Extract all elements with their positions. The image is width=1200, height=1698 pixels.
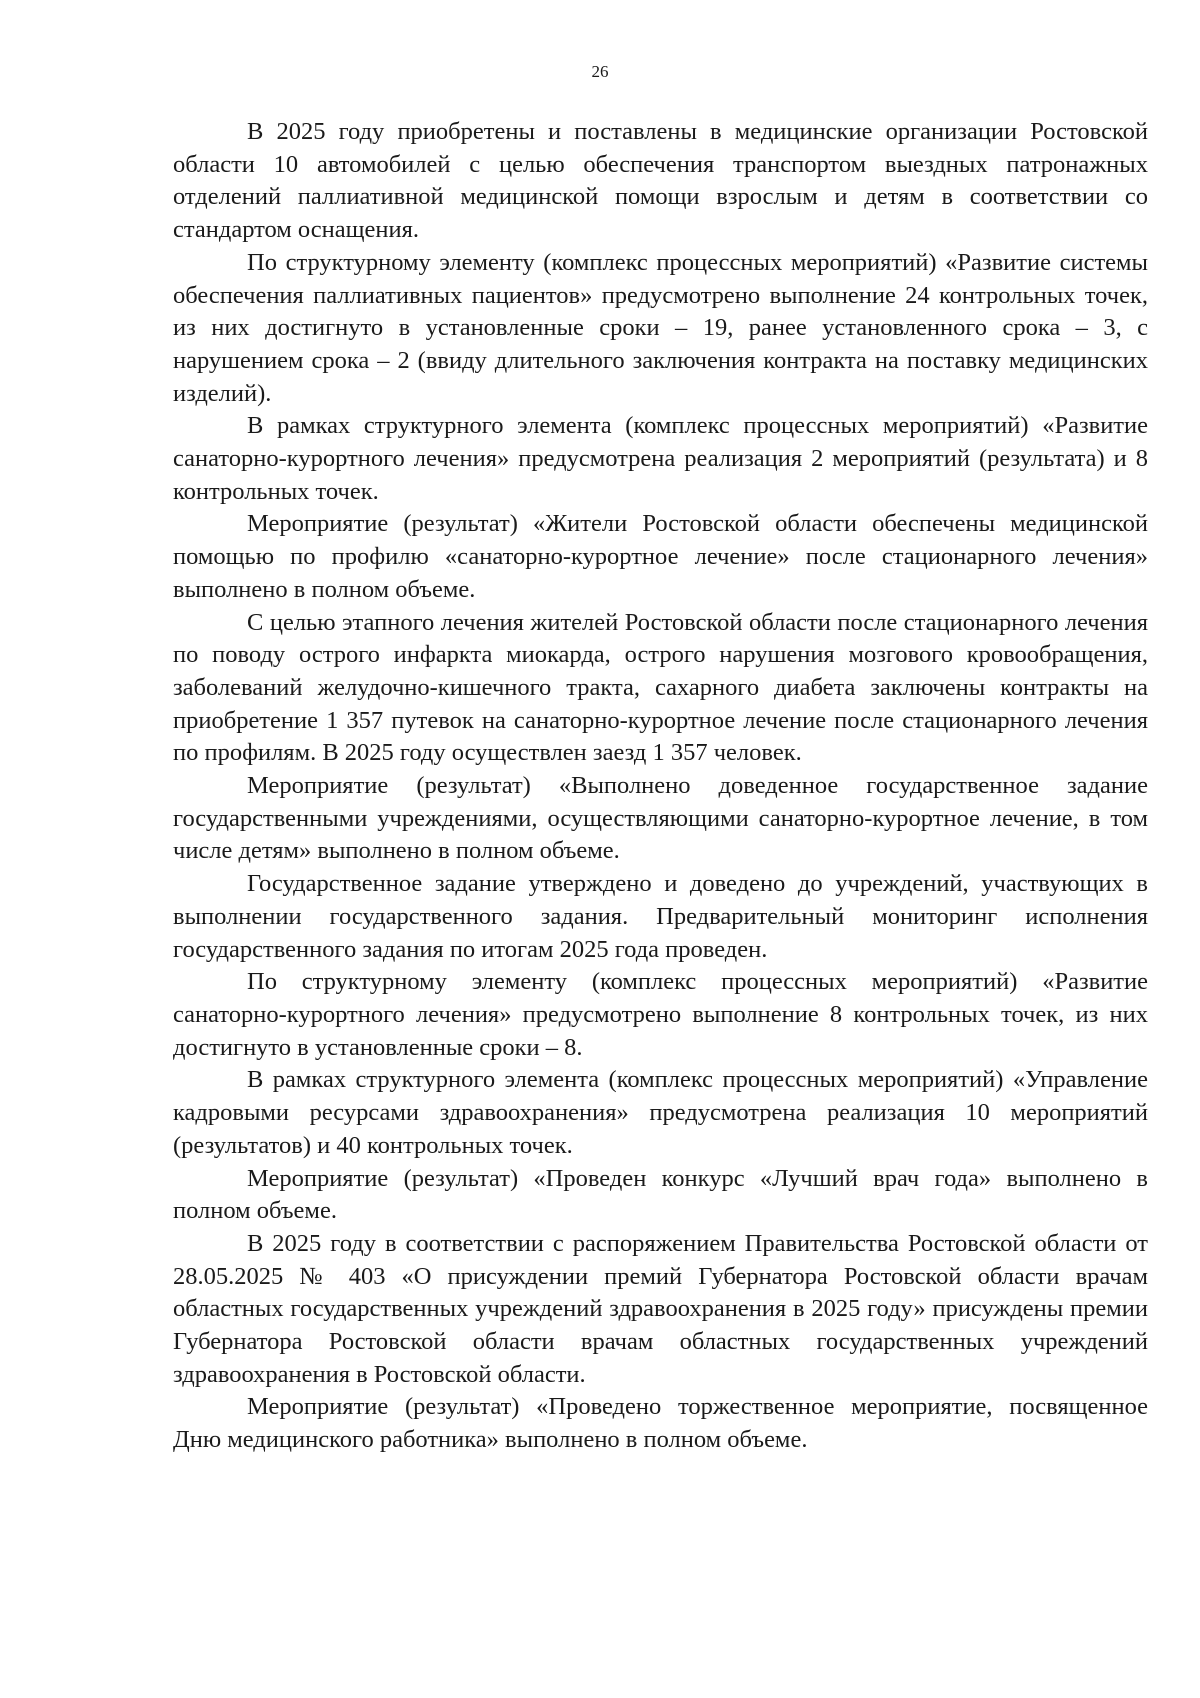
page-number: 26 [591, 62, 609, 81]
paragraph: Мероприятие (результат) «Жители Ростовской области обеспечены медицинской помощью по профилю «санаторно-курортное лечение» после стационарного лечения» выполнено в полном объеме. [173, 510, 1148, 603]
paragraph: В 2025 году приобретены и поставлены в медицинские организации Ростовской области 10 автомобилей с целью обеспечения транспортом выездных патронажных отделений паллиативной медицинской помощи взрослым и детям в соответствии со стандартом оснащения. [173, 118, 1148, 244]
document-body [173, 116, 1148, 1457]
paragraph: Мероприятие (результат) «Проведен конкурс «Лучший врач года» выполнено в полном объеме. [173, 1164, 1148, 1225]
paragraph: По структурному элементу (комплекс процессных мероприятий) «Развитие системы обеспечения паллиативных пациентов» предусмотрено выполнение 24 контрольных точек, из них достигнуто в установленные сроки – 19, ранее установленного срока – 3, с нарушением срока – 2 (ввиду длительного заключения контракта на поставку медицинских изделий). [173, 248, 1148, 407]
paragraph: Мероприятие (результат) «Проведено торжественное мероприятие, посвященное Дню медицинского работника» выполнено в полном объеме. [173, 1393, 1148, 1454]
paragraph: В рамках структурного элемента (комплекс процессных мероприятий) «Развитие санаторно-курортного лечения» предусмотрена реализация 2 мероприятий (результата) и 8 контрольных точек. [173, 412, 1148, 505]
paragraph: В рамках структурного элемента (комплекс процессных мероприятий) «Управление кадровыми ресурсами здравоохранения» предусмотрена реализация 10 мероприятий (результатов) и 40 контрольных точек. [173, 1066, 1148, 1159]
paragraph: По структурному элементу (комплекс процессных мероприятий) «Развитие санаторно-курортного лечения» предусмотрено выполнение 8 контрольных точек, из них достигнуто в установленные сроки – 8. [173, 968, 1148, 1061]
paragraph: Государственное задание утверждено и доведено до учреждений, участвующих в выполнении государственного задания. Предварительный мониторинг исполнения государственного задания по итогам 2025 года проведен. [173, 870, 1148, 963]
paragraph: С целью этапного лечения жителей Ростовской области после стационарного лечения по поводу острого инфаркта миокарда, острого нарушения мозгового кровообращения, заболеваний желудочно-кишечного тракта, сахарного диабета заключены контракты на приобретение 1 357 путевок на санаторно-курортное лечение после стационарного лечения по профилям. В 2025 году осуществлен заезд 1 357 человек. [173, 608, 1148, 767]
paragraph: Мероприятие (результат) «Выполнено доведенное государственное задание государственными учреждениями, осуществляющими санаторно-курортное лечение, в том числе детям» выполнено в полном объеме. [173, 772, 1148, 865]
paragraph: В 2025 году в соответствии с распоряжением Правительства Ростовской области от 28.05.2025 № 403 «О присуждении премий Губернатора Ростовской области врачам областных государственных учреждений здравоохранения в 2025 году» присуждены премии Губернатора Ростовской области врачам областных государственных учреждений здравоохранения в Ростовской области. [173, 1229, 1148, 1388]
